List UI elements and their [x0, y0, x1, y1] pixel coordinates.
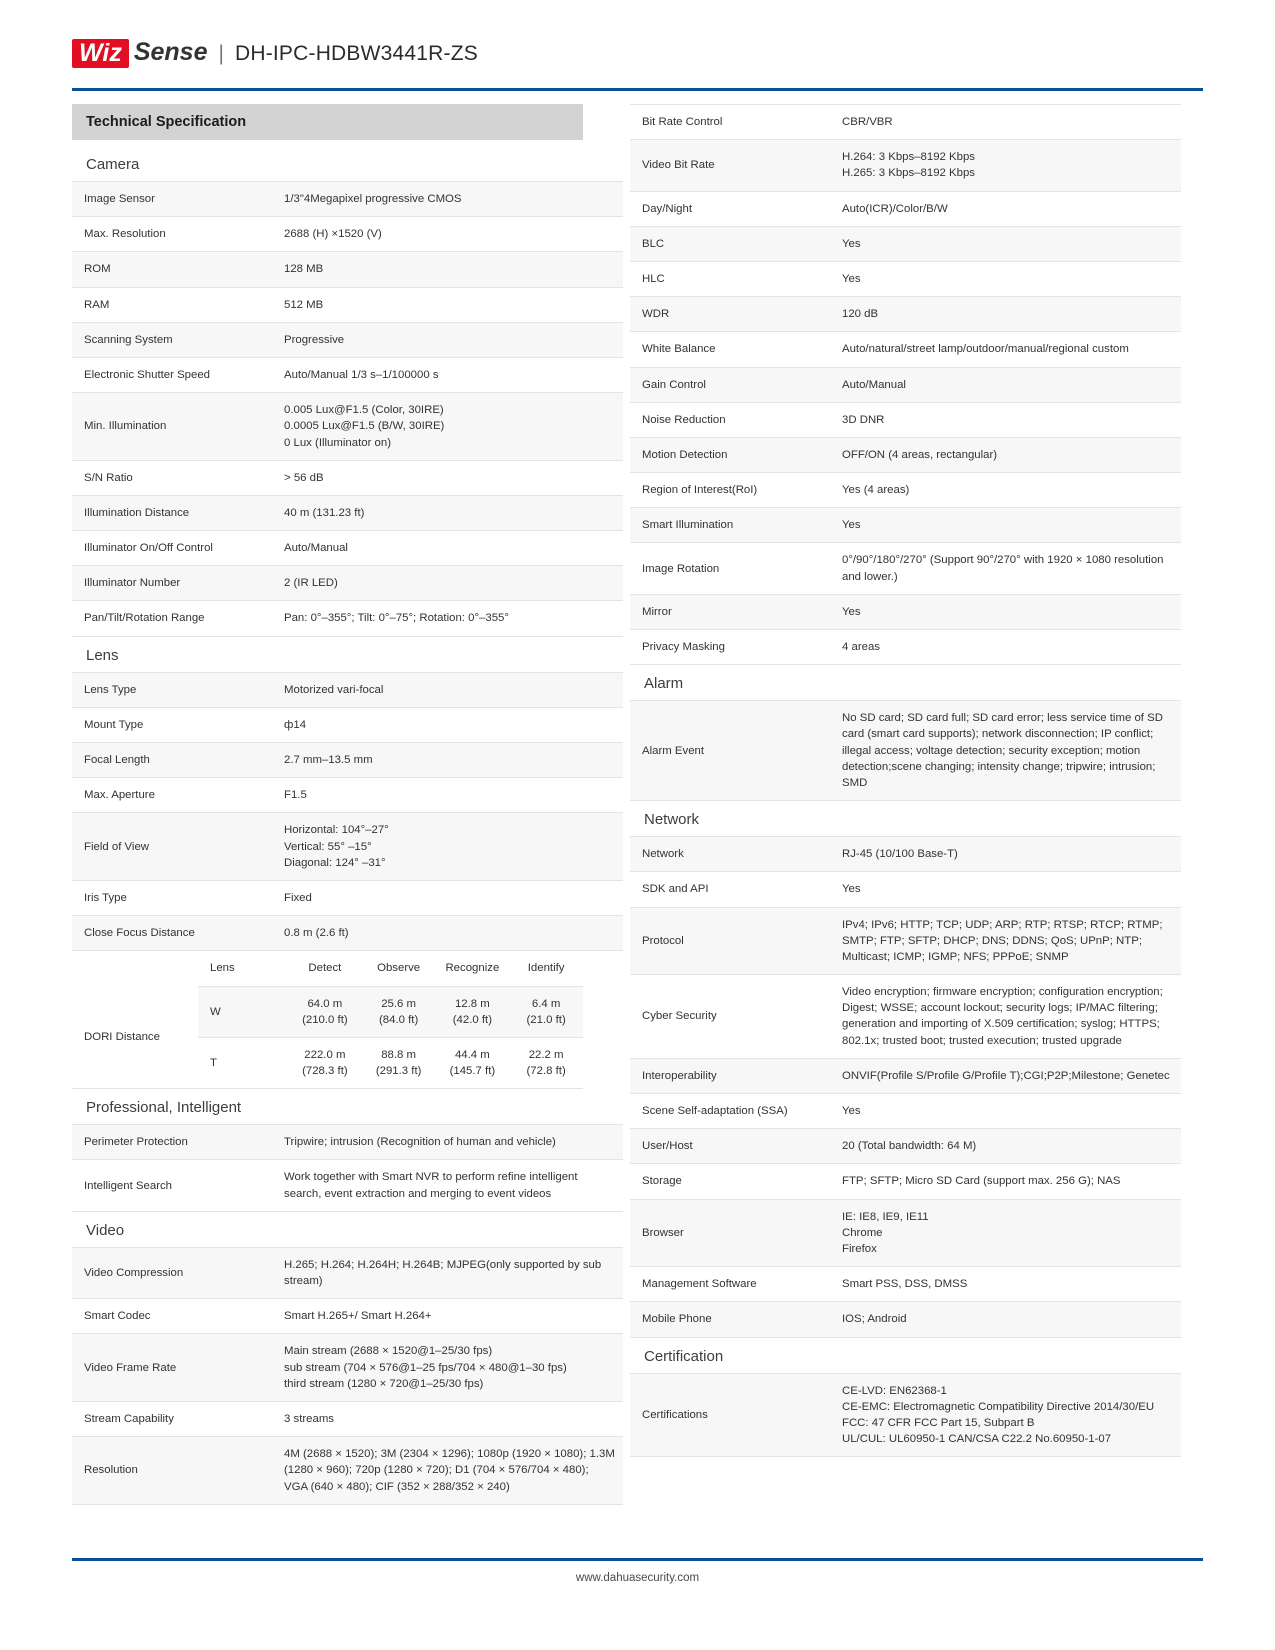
- spec-key: Stream Capability: [72, 1401, 272, 1436]
- spec-value: [830, 332, 1181, 367]
- value-line: 20 (Total bandwidth: 64 M): [842, 1140, 977, 1153]
- dori-row-label: DORI Distance: [72, 986, 198, 1089]
- spec-value: [272, 287, 623, 322]
- value-line: Vertical: 55° –15°: [284, 840, 372, 853]
- spec-table: [72, 1247, 623, 1505]
- spec-key: Cyber Security: [630, 975, 830, 1059]
- spec-value: [830, 701, 1181, 801]
- value-line: FTP; SFTP; Micro SD Card (support max. 256 G); NAS: [842, 1175, 1121, 1188]
- table-row: [72, 357, 623, 392]
- spec-key: Illuminator Number: [72, 566, 272, 601]
- table-row: [630, 1199, 1181, 1267]
- value-line: UL/CUL: UL60950-1 CAN/CSA C22.2 No.60950-1-07: [842, 1433, 1112, 1446]
- value-line: Main stream (2688 × 1520@1–25/30 fps): [284, 1345, 493, 1358]
- table-row: [630, 907, 1181, 975]
- table-row: [72, 322, 623, 357]
- left-column-body: [72, 146, 615, 1505]
- dori-value: [362, 1037, 436, 1088]
- footer-url: www.dahuasecurity.com: [575, 1572, 700, 1584]
- value-line: 120 dB: [842, 308, 879, 321]
- table-row: [630, 191, 1181, 226]
- table-row: [72, 1334, 623, 1402]
- table-row: [630, 837, 1181, 872]
- table-row: [630, 630, 1181, 665]
- spec-value: [830, 437, 1181, 472]
- spec-value: [830, 508, 1181, 543]
- spec-table: [72, 181, 623, 637]
- spec-key: User/Host: [630, 1129, 830, 1164]
- spec-key: Certifications: [630, 1373, 830, 1457]
- spec-key: Interoperability: [630, 1058, 830, 1093]
- spec-key: White Balance: [630, 332, 830, 367]
- spec-table: [630, 836, 1181, 1337]
- value-line: ONVIF(Profile S/Profile G/Profile T);CGI;P2P;Milestone; Genetec: [842, 1069, 1170, 1082]
- table-row: [72, 1401, 623, 1436]
- spec-key: Motion Detection: [630, 437, 830, 472]
- spec-key: Lens Type: [72, 672, 272, 707]
- value-line: 0 Lux (Illuminator on): [284, 436, 391, 449]
- value-line: (210.0 ft): [302, 1013, 348, 1026]
- spec-key: Illuminator On/Off Control: [72, 531, 272, 566]
- spec-value: [272, 460, 623, 495]
- table-row: [630, 1094, 1181, 1129]
- spec-value: [830, 872, 1181, 907]
- dori-value: [436, 986, 510, 1037]
- value-line: Smart PSS, DSS, DMSS: [842, 1278, 968, 1291]
- value-line: OFF/ON (4 areas, rectangular): [842, 448, 998, 461]
- dori-column-header: Detect: [288, 951, 362, 986]
- spec-value: [272, 217, 623, 252]
- value-line: Video encryption; firmware encryption; configuration encryption; Digest; WSSE; account lockout; security logs; IP/MAC filtering; generation and importing of X.509 certification; syslog; HTTPS; 802.1x; trusted boot; trusted execution; trusted upgrade: [842, 986, 1163, 1047]
- value-line: 6.4 m: [531, 997, 561, 1010]
- spec-value: [830, 594, 1181, 629]
- spec-key: Alarm Event: [630, 701, 830, 801]
- value-line: H.265; H.264; H.264H; H.264B; MJPEG(only supported by sub stream): [284, 1258, 602, 1287]
- spec-value: [272, 531, 623, 566]
- dori-column-header: Identify: [509, 951, 583, 986]
- spec-key: Video Compression: [72, 1247, 272, 1298]
- table-row: [630, 543, 1181, 594]
- value-line: Yes (4 areas): [842, 484, 910, 497]
- table-row: [72, 531, 623, 566]
- spec-key: HLC: [630, 261, 830, 296]
- value-line: 4 areas: [842, 641, 880, 653]
- spec-value: [830, 1058, 1181, 1093]
- section-title: Professional, Intelligent: [86, 1099, 242, 1117]
- value-line: (291.3 ft): [375, 1065, 422, 1078]
- spec-value: [830, 1094, 1181, 1129]
- spec-key: RAM: [72, 287, 272, 322]
- spec-key: Perimeter Protection: [72, 1125, 272, 1160]
- spec-table: [72, 1124, 623, 1212]
- table-row: [72, 743, 623, 778]
- table-row: [630, 1302, 1181, 1337]
- spec-key: Management Software: [630, 1267, 830, 1302]
- spec-key: Network: [630, 837, 830, 872]
- spec-value: [830, 975, 1181, 1059]
- spec-value: [272, 357, 623, 392]
- dori-lens-header: Lens: [198, 951, 288, 986]
- left-column: [72, 104, 615, 1505]
- dori-value: [288, 1037, 362, 1088]
- spec-value: [830, 543, 1181, 594]
- table-row: [630, 402, 1181, 437]
- table-row: [72, 986, 583, 1037]
- table-row: [72, 393, 623, 461]
- spec-value: [272, 778, 623, 813]
- table-row: [72, 951, 583, 986]
- value-line: 64.0 m: [307, 997, 343, 1010]
- table-row: [630, 297, 1181, 332]
- page-title: DH-IPC-HDBW3441R-ZS: [234, 42, 478, 65]
- value-line: 222.0 m: [304, 1048, 346, 1061]
- value-line: 1/3"4Megapixel progressive CMOS: [284, 193, 462, 205]
- spec-value: [830, 1302, 1181, 1337]
- spec-value: [272, 252, 623, 287]
- table-row: [630, 226, 1181, 261]
- value-line: Smart H.265+/ Smart H.264+: [284, 1310, 432, 1323]
- value-line: Yes: [842, 1105, 861, 1117]
- value-line: F1.5: [284, 789, 307, 802]
- table-row: [630, 872, 1181, 907]
- header-divider-line: [72, 88, 1203, 91]
- section-title: Alarm: [644, 675, 684, 693]
- spec-key: Focal Length: [72, 743, 272, 778]
- value-line: 44.4 m: [454, 1048, 490, 1061]
- table-row: [630, 701, 1181, 801]
- value-line: No SD card; SD card full; SD card error; less service time of SD card (smart card supports); network disconnection; IP conflict; illegal access; voltage detection; security exception; motion detection;scene changing; intensity change; tripwire; intrusion; SMD: [842, 712, 1163, 789]
- spec-value: [830, 1199, 1181, 1267]
- spec-key: Browser: [630, 1199, 830, 1267]
- table-row: [72, 672, 623, 707]
- table-row: [72, 601, 623, 636]
- table-row: [630, 367, 1181, 402]
- spec-key: Image Sensor: [72, 182, 272, 217]
- spec-value: [830, 1373, 1181, 1457]
- spec-value: [272, 393, 623, 461]
- value-line: Fixed: [284, 891, 312, 904]
- value-line: > 56 dB: [284, 471, 324, 484]
- table-row: [630, 1129, 1181, 1164]
- value-line: (728.3 ft): [302, 1065, 348, 1078]
- value-line: H.265: 3 Kbps–8192 Kbps: [842, 167, 975, 180]
- table-row: [72, 1160, 623, 1211]
- spec-key: Image Rotation: [630, 543, 830, 594]
- section-title: Video: [86, 1221, 125, 1239]
- spec-key: Scene Self-adaptation (SSA): [630, 1094, 830, 1129]
- spec-value: [272, 1299, 623, 1334]
- brand-title: [72, 38, 478, 67]
- value-line: IPv4; IPv6; HTTP; TCP; UDP; ARP; RTP; RTSP; RTCP; RTMP; SMTP; FTP; SFTP; DHCP; DNS; DDNS; QoS; UPnP; NTP; Multicast; ICMP; IGMP; NFS; PPPoE; SNMP: [842, 918, 1163, 963]
- value-line: 88.8 m: [381, 1048, 417, 1061]
- spec-value: [272, 813, 623, 881]
- spec-value: [272, 1401, 623, 1436]
- value-line: 25.6 m: [381, 997, 417, 1010]
- value-line: Progressive: [284, 333, 345, 346]
- table-row: [72, 460, 623, 495]
- table-row: [630, 594, 1181, 629]
- section-title: Camera: [86, 156, 140, 173]
- spec-table: [630, 700, 1181, 801]
- spec-key: Resolution: [72, 1437, 272, 1505]
- table-row: [630, 1267, 1181, 1302]
- dori-lens: T: [198, 1037, 288, 1088]
- spec-value: [272, 1160, 623, 1211]
- table-row: [630, 975, 1181, 1059]
- table-row: [630, 1058, 1181, 1093]
- value-line: Horizontal: 104°–27°: [284, 824, 389, 837]
- spec-value: [272, 672, 623, 707]
- spec-key: Mobile Phone: [630, 1302, 830, 1337]
- spec-value: [830, 630, 1181, 665]
- value-line: Motorized vari-focal: [284, 683, 384, 696]
- spec-value: [830, 367, 1181, 402]
- right-column-body: [630, 104, 1170, 1457]
- value-line: (145.7 ft): [449, 1065, 496, 1078]
- dori-lens: W: [198, 986, 288, 1037]
- title-divider: |: [218, 42, 224, 65]
- section-title: Lens: [86, 646, 119, 664]
- table-row: [72, 217, 623, 252]
- table-row: [72, 1247, 623, 1298]
- spec-value: [272, 707, 623, 742]
- table-row: [72, 495, 623, 530]
- spec-key: Privacy Masking: [630, 630, 830, 665]
- dori-value: [288, 986, 362, 1037]
- spec-value: [272, 1247, 623, 1298]
- wizsense-logo-badge: Wiz: [72, 39, 129, 68]
- value-line: Firefox: [842, 1242, 877, 1255]
- table-row: [72, 880, 623, 915]
- spec-value: [272, 495, 623, 530]
- spec-value: [830, 1267, 1181, 1302]
- spec-value: [830, 1164, 1181, 1199]
- value-line: Auto/Manual 1/3 s–1/100000 s: [284, 368, 439, 381]
- table-row: [72, 566, 623, 601]
- spec-key: Gain Control: [630, 367, 830, 402]
- page-header: [0, 0, 1275, 90]
- spec-value: [272, 601, 623, 636]
- spec-value: [830, 837, 1181, 872]
- spec-table: [72, 672, 623, 952]
- table-row: [72, 1125, 623, 1160]
- value-line: CE-EMC: Electromagnetic Compatibility Directive 2014/30/EU: [842, 1400, 1155, 1413]
- spec-table: [630, 104, 1181, 665]
- value-line: 2688 (H) ×1520 (V): [284, 228, 382, 241]
- spec-value: [272, 1437, 623, 1505]
- dori-value: [509, 986, 583, 1037]
- value-line: 0°/90°/180°/270° (Support 90°/270° with 1920 × 1080 resolution and lower.): [842, 554, 1164, 583]
- value-line: CBR/VBR: [842, 116, 893, 128]
- dori-value: [362, 986, 436, 1037]
- table-row: [630, 1164, 1181, 1199]
- spec-key: Noise Reduction: [630, 402, 830, 437]
- value-line: Tripwire; intrusion (Recognition of human and vehicle): [284, 1136, 556, 1149]
- value-line: Pan: 0°–355°; Tilt: 0°–75°; Rotation: 0°–355°: [284, 612, 509, 625]
- value-line: 22.2 m: [528, 1048, 564, 1061]
- value-line: IOS; Android: [842, 1313, 907, 1326]
- value-line: 2.7 mm–13.5 mm: [284, 754, 373, 766]
- spec-key: Close Focus Distance: [72, 916, 272, 951]
- spec-value: [830, 105, 1181, 140]
- value-line: 2 (IR LED): [284, 577, 338, 590]
- spec-key: Mount Type: [72, 707, 272, 742]
- spec-value: [830, 907, 1181, 975]
- spec-value: [272, 880, 623, 915]
- value-line: RJ-45 (10/100 Base-T): [842, 848, 958, 861]
- table-row: [630, 140, 1181, 191]
- table-row: [72, 916, 623, 951]
- value-line: IE: IE8, IE9, IE11: [842, 1210, 929, 1223]
- spec-key: Electronic Shutter Speed: [72, 357, 272, 392]
- dori-table: [72, 951, 583, 1089]
- value-line: Yes: [842, 883, 861, 896]
- spec-value: [272, 182, 623, 217]
- value-line: (21.0 ft): [526, 1013, 566, 1026]
- spec-key: Intelligent Search: [72, 1160, 272, 1211]
- spec-key: Region of Interest(RoI): [630, 473, 830, 508]
- spec-key: Video Frame Rate: [72, 1334, 272, 1402]
- value-line: Auto(ICR)/Color/B/W: [842, 202, 948, 215]
- spec-key: Bit Rate Control: [630, 105, 830, 140]
- spec-key: S/N Ratio: [72, 460, 272, 495]
- value-line: Yes: [842, 519, 861, 532]
- table-row: [72, 1437, 623, 1505]
- value-line: Chrome: [842, 1226, 883, 1239]
- value-line: Work together with Smart NVR to perform refine intelligent search, event extraction and merging to event videos: [284, 1171, 578, 1200]
- right-column: [630, 104, 1170, 1457]
- value-line: sub stream (704 × 576@1–25 fps/704 × 480@1–30 fps): [284, 1361, 567, 1374]
- spec-value: [272, 916, 623, 951]
- value-line: 128 MB: [284, 263, 324, 276]
- dori-value: [436, 1037, 510, 1088]
- spec-key: Min. Illumination: [72, 393, 272, 461]
- spec-key: Illumination Distance: [72, 495, 272, 530]
- spec-key: Scanning System: [72, 322, 272, 357]
- table-row: [72, 252, 623, 287]
- spec-key: SDK and API: [630, 872, 830, 907]
- table-row: [630, 508, 1181, 543]
- spec-key: ROM: [72, 252, 272, 287]
- value-line: 40 m (131.23 ft): [284, 506, 365, 519]
- table-row: [72, 182, 623, 217]
- spec-value: [830, 297, 1181, 332]
- spec-key: BLC: [630, 226, 830, 261]
- table-row: [630, 473, 1181, 508]
- value-line: 0.8 m (2.6 ft): [284, 927, 349, 940]
- spec-key: Field of View: [72, 813, 272, 881]
- value-line: third stream (1280 × 720@1–25/30 fps): [284, 1377, 484, 1390]
- value-line: Yes: [842, 605, 861, 618]
- value-line: Diagonal: 124° –31°: [284, 856, 386, 869]
- value-line: CE-LVD: EN62368-1: [842, 1384, 947, 1397]
- dori-column-header: Observe: [362, 951, 436, 986]
- spec-key: Iris Type: [72, 880, 272, 915]
- value-line: (72.8 ft): [526, 1065, 566, 1078]
- wizsense-logo-word: Sense: [133, 38, 208, 66]
- spec-value: [830, 261, 1181, 296]
- table-row: [72, 778, 623, 813]
- dori-value: [509, 1037, 583, 1088]
- value-line: Auto/Manual: [842, 378, 906, 391]
- value-line: Yes: [842, 272, 861, 285]
- table-row: [630, 332, 1181, 367]
- spec-key: Smart Codec: [72, 1299, 272, 1334]
- spec-value: [830, 473, 1181, 508]
- section-title: Certification: [644, 1347, 724, 1365]
- value-line: (42.0 ft): [452, 1013, 492, 1026]
- table-row: [630, 105, 1181, 140]
- spec-value: [830, 402, 1181, 437]
- spec-key: Storage: [630, 1164, 830, 1199]
- value-line: 12.8 m: [454, 997, 490, 1010]
- value-line: H.264: 3 Kbps–8192 Kbps: [842, 151, 975, 164]
- value-line: ф14: [284, 718, 307, 731]
- spec-key: Max. Resolution: [72, 217, 272, 252]
- value-line: (84.0 ft): [379, 1013, 419, 1026]
- value-line: 3D DNR: [842, 413, 885, 426]
- table-row: [630, 261, 1181, 296]
- spec-key: Protocol: [630, 907, 830, 975]
- table-row: [630, 437, 1181, 472]
- value-line: FCC: 47 CFR FCC Part 15, Subpart B: [842, 1416, 1035, 1429]
- section-title: Network: [644, 811, 700, 829]
- spec-key: Pan/Tilt/Rotation Range: [72, 601, 272, 636]
- technical-specification-banner: Technical Specification: [72, 104, 583, 140]
- spec-value: [272, 566, 623, 601]
- spec-value: [830, 1129, 1181, 1164]
- value-line: 3 streams: [284, 1412, 335, 1425]
- spec-value: [272, 743, 623, 778]
- value-line: 0.005 Lux@F1.5 (Color, 30IRE): [284, 404, 444, 417]
- value-line: 4M (2688 × 1520); 3M (2304 × 1296); 1080p (1920 × 1080); 1.3M (1280 × 960); 720p (1280 × 720); D1 (704 × 576/704 × 480); VGA (640 × 480); CIF (352 × 288/352 × 240): [284, 1448, 615, 1493]
- spec-key: Day/Night: [630, 191, 830, 226]
- value-line: 512 MB: [284, 298, 324, 311]
- dori-label-spacer: [72, 951, 198, 986]
- table-row: [72, 1299, 623, 1334]
- table-row: [630, 1373, 1181, 1457]
- value-line: Yes: [842, 237, 861, 250]
- dori-column-header: Recognize: [436, 951, 510, 986]
- value-line: Auto/natural/street lamp/outdoor/manual/regional custom: [842, 343, 1129, 356]
- spec-key: Mirror: [630, 594, 830, 629]
- value-line: Auto/Manual: [284, 542, 348, 555]
- spec-key: Max. Aperture: [72, 778, 272, 813]
- value-line: 0.0005 Lux@F1.5 (B/W, 30IRE): [284, 420, 445, 433]
- table-row: [72, 813, 623, 881]
- spec-value: [830, 226, 1181, 261]
- spec-value: [272, 1334, 623, 1402]
- spec-value: [272, 322, 623, 357]
- spec-value: [830, 191, 1181, 226]
- table-row: [72, 707, 623, 742]
- spec-key: Smart Illumination: [630, 508, 830, 543]
- footer-divider-line: [72, 1558, 1203, 1561]
- spec-value: [272, 1125, 623, 1160]
- spec-table: [630, 1373, 1181, 1458]
- spec-key: WDR: [630, 297, 830, 332]
- table-row: [72, 287, 623, 322]
- spec-value: [830, 140, 1181, 191]
- spec-key: Video Bit Rate: [630, 140, 830, 191]
